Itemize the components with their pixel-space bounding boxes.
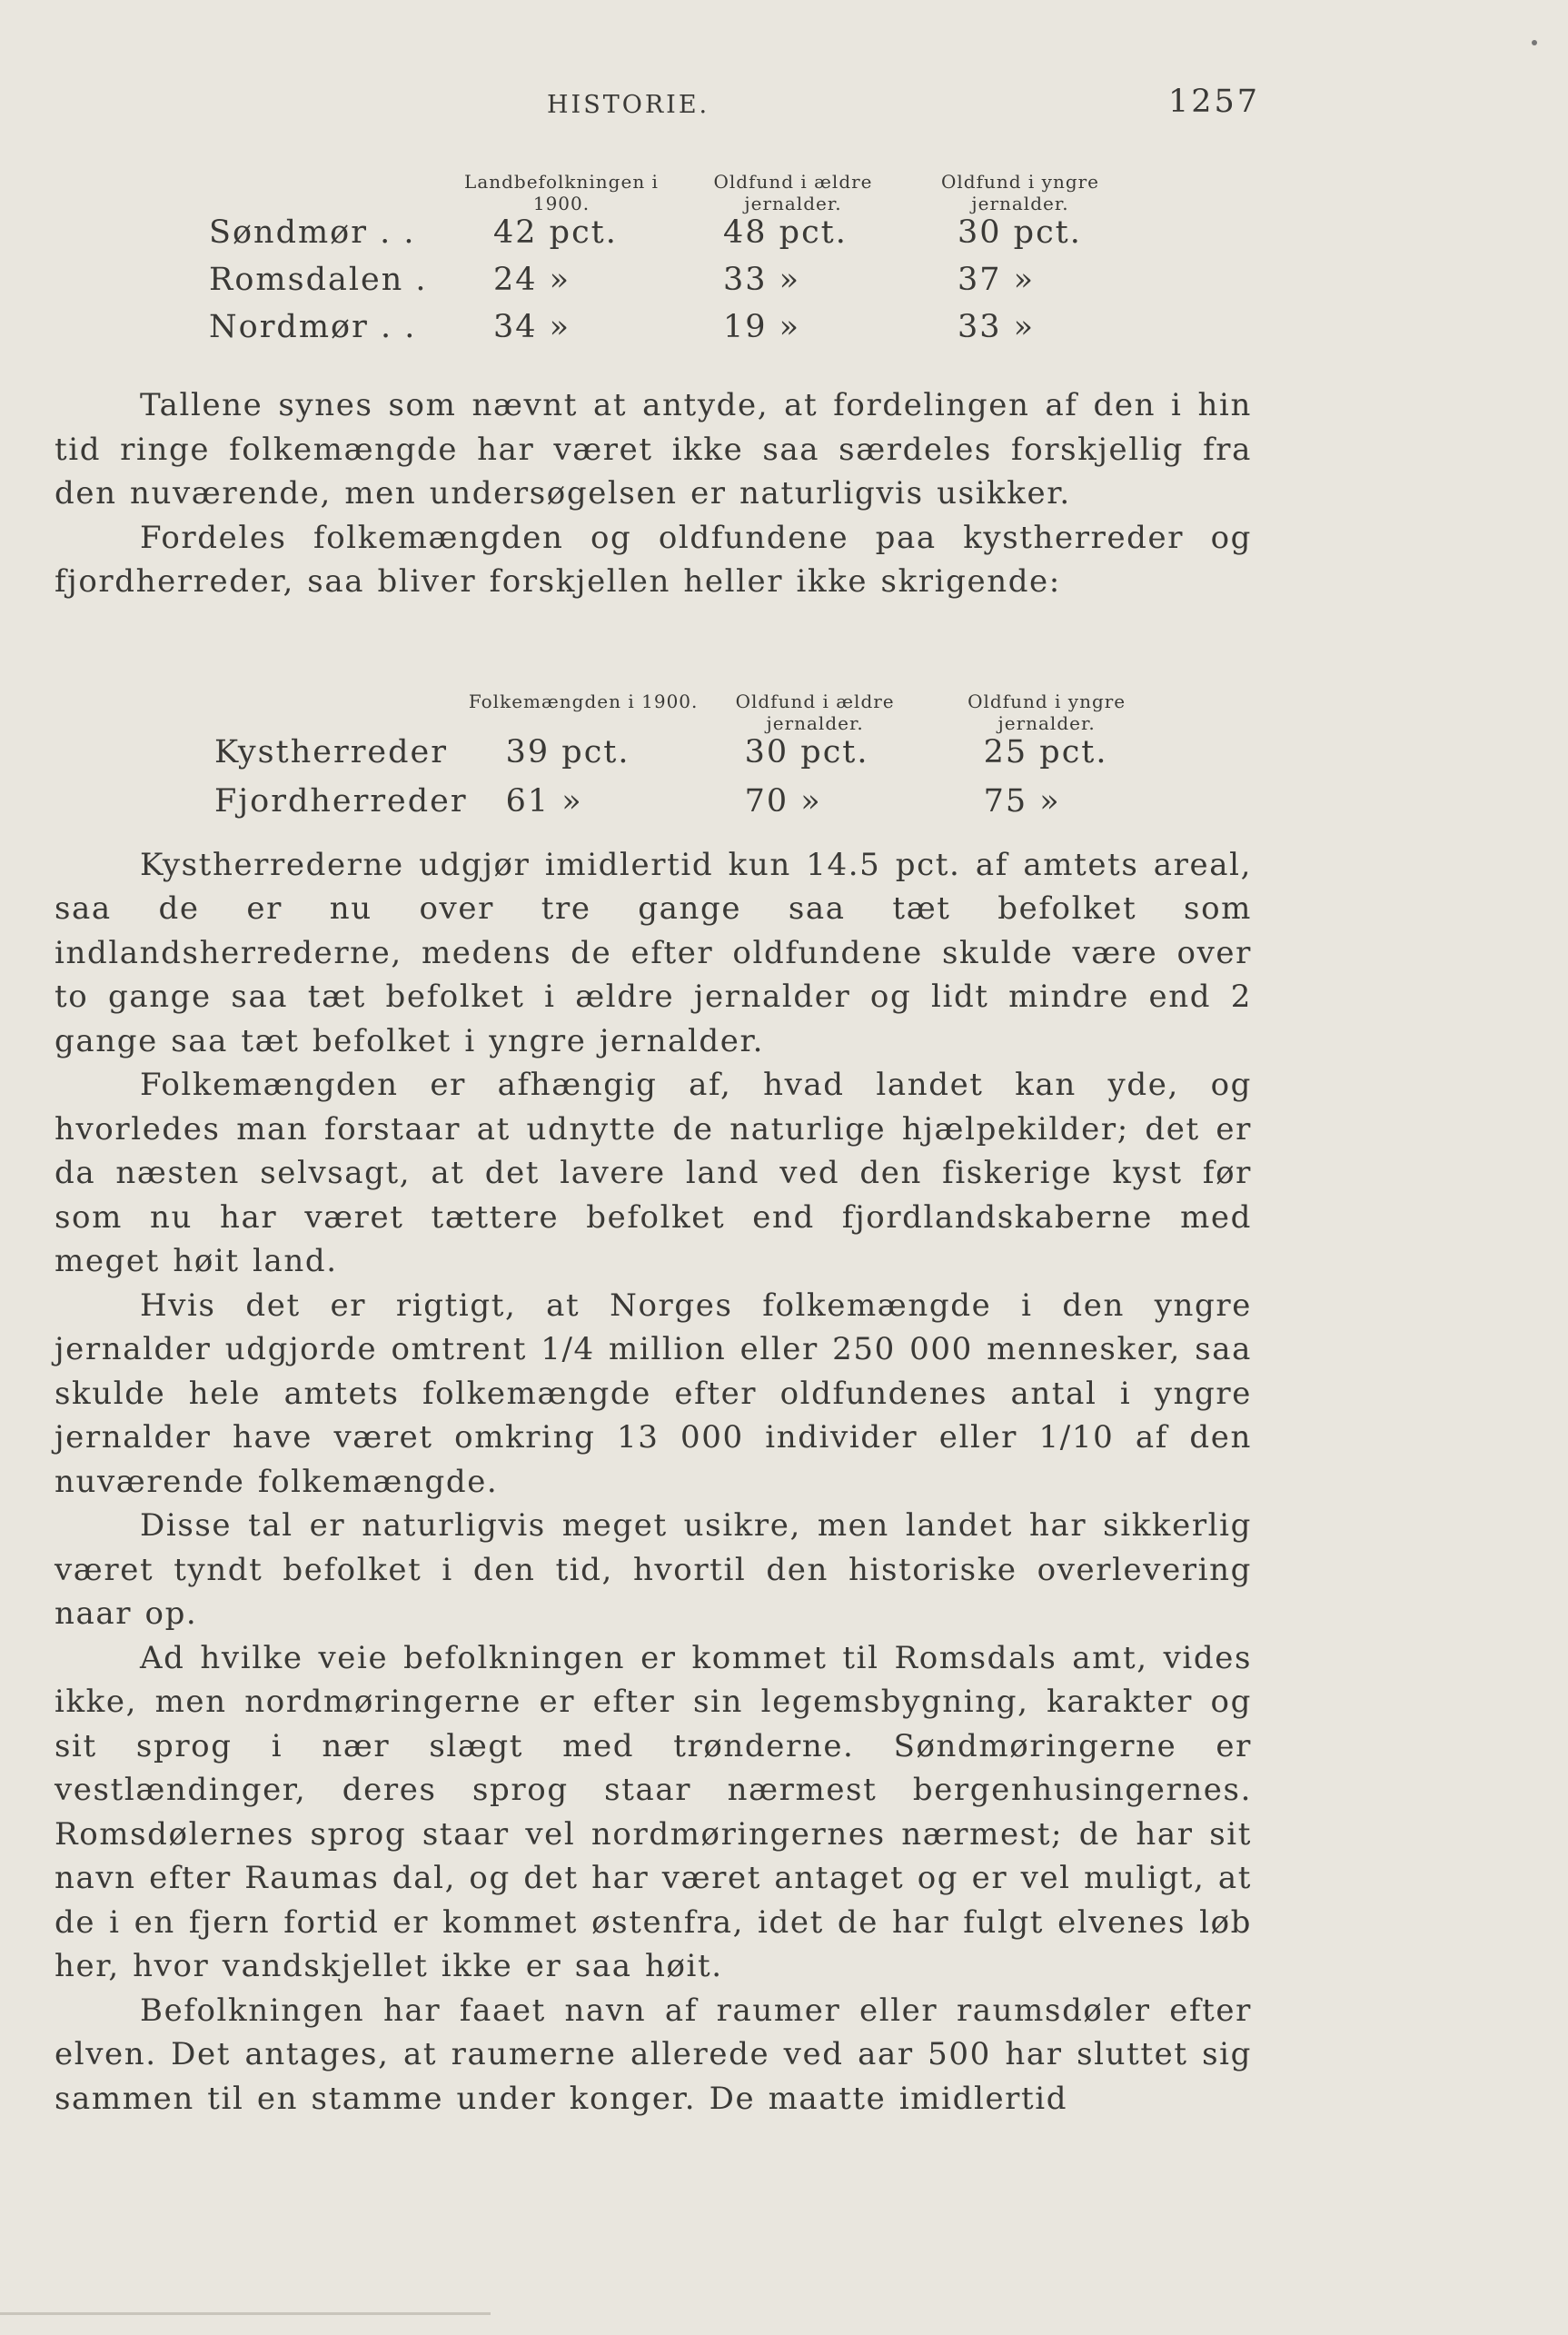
paragraph: Hvis det er rigtigt, at Norges folkemængde i den yngre jernalder udgjorde omtrent 1/4 million eller 250 000 mennesker, saa skulde hele amtets folkemængde efter oldfundenes antal i yngre jernalder have været omkring 13 000 individer eller 1/10 af den nuværende folkemængde. — [55, 1287, 1252, 1500]
body-text — [55, 383, 1252, 2121]
page-number: 1257 — [1168, 84, 1261, 120]
column-header: Oldfund i yngre jernalder. — [940, 171, 1100, 214]
page-speck — [1532, 40, 1537, 45]
paragraph: Fordeles folkemængden og oldfundene paa kystherreder og fjordherreder, saa bliver forskjellen heller ikke skrigende: — [55, 519, 1252, 600]
row-label: Romsdalen . — [209, 262, 428, 298]
table-cell: 70 » — [744, 783, 822, 820]
table-cell: 61 » — [505, 783, 583, 820]
table-cell: 25 pct. — [983, 734, 1108, 770]
column-header: Folkemængden i 1900. — [468, 691, 699, 712]
table-cell: 33 » — [723, 262, 801, 298]
table-cell: 34 » — [493, 309, 571, 345]
population-table-districts — [209, 171, 1134, 356]
paragraph: Kystherrederne udgjør imidlertid kun 14.5 pct. af amtets areal, saa de er nu over tre gange saa tæt befolket som indlandsherrederne, medens de efter oldfundene skulde være over to gange saa tæt befolket i ældre jernalder og lidt mindre end 2 gange saa tæt befolket i yngre jernalder. — [55, 846, 1252, 1059]
row-label: Søndmør . . — [209, 214, 416, 251]
table-cell: 30 pct. — [744, 734, 869, 770]
column-header: Oldfund i yngre jernalder. — [968, 691, 1126, 734]
table-cell: 42 pct. — [493, 214, 618, 251]
table-cell: 30 pct. — [958, 214, 1082, 251]
scan-edge-line — [0, 2312, 491, 2315]
table-cell: 19 » — [723, 309, 801, 345]
table-cell: 33 » — [958, 309, 1036, 345]
paragraph: Tallene synes som nævnt at antyde, at fordelingen af den i hin tid ringe folkemængde har været ikke saa særdeles forskjellig fra den nuværende, men undersøgelsen er naturligvis usikker. — [55, 387, 1252, 512]
paragraph: Ad hvilke veie befolkningen er kommet til Romsdals amt, vides ikke, men nordmøringerne er efter sin legemsbygning, karakter og sit sprog i nær slægt med trønderne. Søndmøringerne er vestlændinger, deres sprog staar nærmest bergenhusingernes. Romsdølernes sprog staar vel nordmøringernes nærmest; de har sit navn efter Raumas dal, og det har været antaget og er vel muligt, at de i en fjern fortid er kommet østenfra, idet de har fulgt elvenes løb her, hvor vandskjellet ikke er saa høit. — [55, 1639, 1252, 1984]
column-header: Landbefolkningen i 1900. — [464, 171, 659, 214]
row-label: Kystherreder — [214, 734, 448, 770]
paragraph: Disse tal er naturligvis meget usikre, men landet har sikkerlig været tyndt befolket i den tid, hvortil den historiske overlevering naar op. — [55, 1507, 1252, 1632]
table-cell: 48 pct. — [723, 214, 848, 251]
row-label: Nordmør . . — [209, 309, 417, 345]
column-header: Oldfund i ældre jernalder. — [735, 691, 895, 734]
column-header: Oldfund i ældre jernalder. — [713, 171, 873, 214]
paragraph: Befolkningen har faaet navn af raumer eller raumsdøler efter elven. Det antages, at raumerne allerede ved aar 500 har sluttet sig sammen til en stamme under konger. De maatte imidlertid — [55, 1992, 1252, 2117]
row-label: Fjordherreder — [214, 783, 468, 820]
table-cell: 75 » — [983, 783, 1061, 820]
table-cell: 39 pct. — [505, 734, 630, 770]
table-cell: 37 » — [958, 262, 1036, 298]
table-cell: 24 » — [493, 262, 571, 298]
paragraph: Folkemængden er afhængig af, hvad landet kan yde, og hvorledes man forstaar at udnytte de naturlige hjælpekilder; det er da næsten selvsagt, at det lavere land ved den fiskerige kyst før som nu har været tættere befolket end fjordlandskaberne med meget høit land. — [55, 1067, 1252, 1279]
running-title: HISTORIE. — [547, 91, 710, 119]
